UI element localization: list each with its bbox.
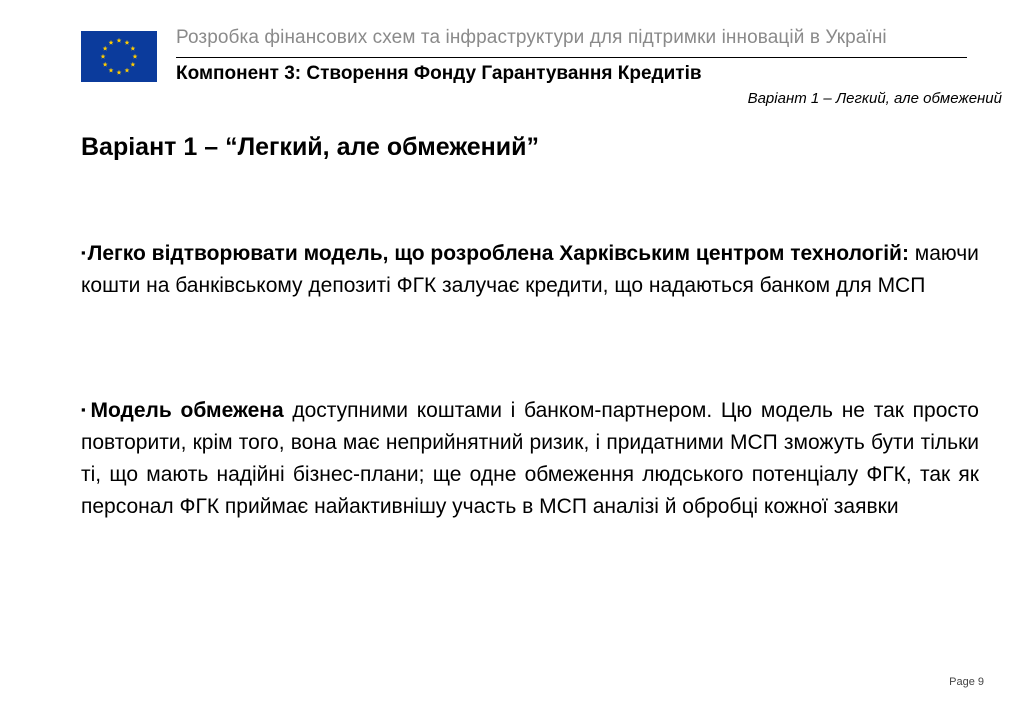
eu-star-icon [133,54,138,59]
eu-star-icon [130,62,135,67]
eu-star-icon [117,38,122,43]
component-title: Компонент 3: Створення Фонду Гарантування Кредитів [176,63,702,84]
slide-title: Варіант 1 – “Легкий, але обмежений” [81,133,539,161]
eu-star-icon [125,40,130,45]
eu-star-icon [103,62,108,67]
bullet-item [81,394,979,523]
bullet-item [81,237,979,302]
eu-star-icon [109,68,114,73]
eu-star-icon [103,46,108,51]
bullet-text: маючи кошти на банківському депозиті ФГК залучає кредити, що надаються банком для МСП [81,242,979,297]
bullet-heading: Модель обмежена [90,399,284,422]
bullet-heading: Легко відтворювати модель, що розроблена Харківським центром технологій: [87,242,909,265]
eu-flag-logo [81,31,157,82]
bullet-marker: ▪ [81,245,86,260]
page-number: Page 9 [949,676,984,688]
bullet-marker: ▪ [81,402,89,417]
eu-star-icon [125,68,130,73]
eu-star-icon [117,70,122,75]
variant-subtitle: Варіант 1 – Легкий, але обмежений [747,90,1002,107]
eu-star-icon [130,46,135,51]
project-title: Розробка фінансових схем та інфраструктури для підтримки інновацій в Україні [176,27,887,48]
eu-star-icon [101,54,106,59]
eu-stars-icon [81,31,157,82]
eu-star-icon [109,40,114,45]
bullet-text: доступними коштами і банком-партнером. Цю модель не так просто повторити, крім того, вона має неприйнятний ризик, і придатними МСП зможуть бути тільки ті, що мають надійні бізнес-плани; ще одне обмеження людського потенціалу ФГК, так як персонал ФГК приймає найактивнішу участь в МСП аналізі й обробці кожної заявки [81,399,979,518]
header-divider [176,57,967,58]
